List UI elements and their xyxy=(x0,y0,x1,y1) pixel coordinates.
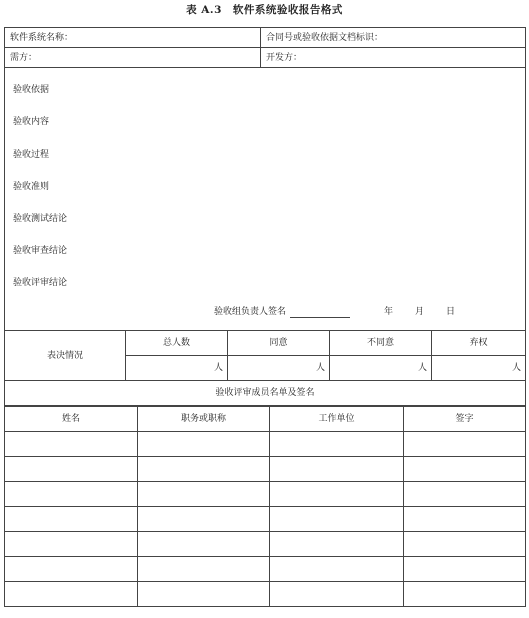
member-cell[interactable] xyxy=(404,532,526,557)
member-cell[interactable] xyxy=(5,557,138,582)
signature-label: 验收组负责人签名 xyxy=(214,307,287,317)
member-cell[interactable] xyxy=(404,582,526,607)
demand-side-cell: 需方： xyxy=(5,48,261,68)
member-cell[interactable] xyxy=(5,582,138,607)
section-review-conclusion: 验收审查结论 xyxy=(13,246,68,256)
table-row xyxy=(5,457,526,482)
table-row xyxy=(5,482,526,507)
member-cell[interactable] xyxy=(404,457,526,482)
vote-total-value[interactable]: 人 xyxy=(126,356,228,381)
signature-blank[interactable] xyxy=(290,308,350,318)
sections-cell xyxy=(5,68,526,331)
member-cell[interactable] xyxy=(270,482,404,507)
member-cell[interactable] xyxy=(270,507,404,532)
member-cell[interactable] xyxy=(270,457,404,482)
section-evaluation-conclusion: 验收评审结论 xyxy=(13,278,68,288)
table-row xyxy=(5,582,526,607)
table-row xyxy=(5,532,526,557)
col-unit: 工作单位 xyxy=(270,407,404,432)
member-cell[interactable] xyxy=(5,457,138,482)
member-cell[interactable] xyxy=(270,582,404,607)
system-name-cell: 软件系统名称： xyxy=(5,28,261,48)
signature-month: 月 xyxy=(415,307,425,317)
vote-label: 表决情况 xyxy=(5,331,126,381)
member-cell[interactable] xyxy=(5,532,138,557)
member-cell[interactable] xyxy=(138,507,270,532)
col-title: 职务或职称 xyxy=(138,407,270,432)
vote-agree-value[interactable]: 人 xyxy=(228,356,330,381)
member-cell[interactable] xyxy=(404,557,526,582)
vote-abstain-header: 弃权 xyxy=(432,331,526,356)
section-process: 验收过程 xyxy=(13,150,50,160)
member-cell[interactable] xyxy=(270,532,404,557)
member-cell[interactable] xyxy=(138,432,270,457)
vote-disagree-header: 不同意 xyxy=(330,331,432,356)
member-cell[interactable] xyxy=(138,482,270,507)
section-test-conclusion: 验收测试结论 xyxy=(13,214,68,224)
member-cell[interactable] xyxy=(138,532,270,557)
acceptance-report-table xyxy=(4,27,526,406)
signature-day: 日 xyxy=(446,307,456,317)
section-basis: 验收依据 xyxy=(13,85,50,95)
col-signature: 签字 xyxy=(404,407,526,432)
table-row xyxy=(5,507,526,532)
vote-total-header: 总人数 xyxy=(126,331,228,356)
table-row xyxy=(5,432,526,457)
developer-cell: 开发方： xyxy=(261,48,526,68)
member-cell[interactable] xyxy=(404,507,526,532)
member-cell[interactable] xyxy=(270,432,404,457)
signature-line xyxy=(214,306,455,318)
vote-abstain-value[interactable]: 人 xyxy=(432,356,526,381)
section-criteria: 验收准则 xyxy=(13,182,50,192)
table-title: 表 A.3 软件系统验收报告格式 xyxy=(186,4,343,16)
member-cell[interactable] xyxy=(5,507,138,532)
section-content: 验收内容 xyxy=(13,117,50,127)
member-cell[interactable] xyxy=(138,557,270,582)
member-cell[interactable] xyxy=(138,582,270,607)
vote-agree-header: 同意 xyxy=(228,331,330,356)
signature-year: 年 xyxy=(384,307,394,317)
members-table xyxy=(4,406,526,607)
member-cell[interactable] xyxy=(138,457,270,482)
member-cell[interactable] xyxy=(5,482,138,507)
col-name: 姓名 xyxy=(5,407,138,432)
member-cell[interactable] xyxy=(270,557,404,582)
contract-no-cell: 合同号或验收依据文档标识： xyxy=(261,28,526,48)
member-cell[interactable] xyxy=(404,482,526,507)
members-heading: 验收评审成员名单及签名 xyxy=(5,381,526,406)
table-row xyxy=(5,557,526,582)
member-cell[interactable] xyxy=(5,432,138,457)
vote-disagree-value[interactable]: 人 xyxy=(330,356,432,381)
member-cell[interactable] xyxy=(404,432,526,457)
